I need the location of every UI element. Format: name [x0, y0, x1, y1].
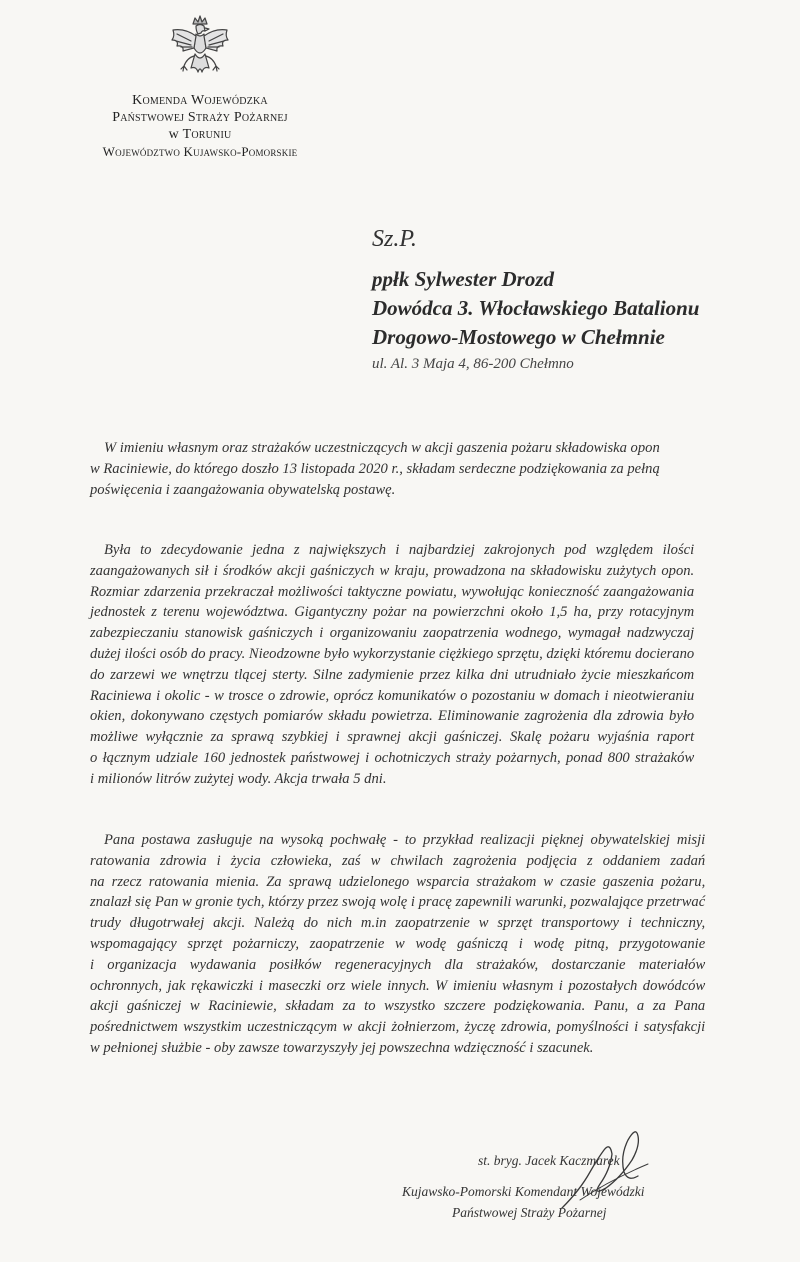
- recipient-unit: Drogowo-Mostowego w Chełmnie: [372, 325, 665, 349]
- paragraph-line: jednostek z terenu województwa. Gigantyczny pożar na powierzchni około 1,5 ha, przy rotacyjnym: [90, 604, 695, 621]
- eagle-emblem-icon: [167, 14, 233, 90]
- recipient-title: Dowódca 3. Włocławskiego Batalionu: [372, 296, 700, 320]
- paragraph-line: W imieniu własnym oraz strażaków uczestniczących w akcji gaszenia pożaru składowiska opon: [104, 440, 660, 456]
- paragraph-line: wspomagający sprzęt pożarniczy, zaopatrzenie w wodę gaśniczą i wodę pitną, przygotowanie: [90, 935, 706, 952]
- paragraph-line: możliwe wyłącznie za sprawą szybkiej i sprawnej akcji gaśniczej. Skalę pożaru wyjaśnia raport: [90, 729, 695, 746]
- paragraph-line: w pełnionej służbie - oby zawsze towarzyszyły jej powszechna wdzięczność i szacunek.: [90, 1039, 594, 1056]
- header-line-3-city: Toruniu: [182, 127, 232, 142]
- paragraph-line: do zarzewi we wnętrzu tlącej sterty. Silne zadymienie przez kilka dni utrudniało życie mieszkańcom: [90, 666, 695, 683]
- signatory-title-1: Kujawsko-Pomorski Komendant Wojewódzki: [402, 1184, 645, 1199]
- paragraph-line: o łącznym udziale 160 jednostek państwowej i ochotniczych straży pożarnych, ponad 800 strażaków: [90, 749, 695, 766]
- recipient-name: ppłk Sylwester Drozd: [372, 267, 555, 291]
- signatory-title-2: Państwowej Straży Pożarnej: [452, 1205, 607, 1220]
- header-line-4: Województwo Kujawsko-Pomorskie: [102, 144, 298, 159]
- institution-header: [60, 92, 340, 160]
- paragraph-line: Rozmiar zdarzenia przekraczał możliwości taktyczne powiatu, wywołując konieczność zaangażowania: [90, 583, 695, 600]
- paragraph-line: okien, dokonywano częstych pomiarów składu powietrza. Eliminowanie zagrożenia dla zdrowia było: [90, 708, 695, 725]
- recipient-block: [372, 226, 782, 373]
- paragraph-2: [90, 540, 694, 790]
- paragraph-line: ratowania zdrowia i życia człowieka, zaś w chwilach zagrożenia podjęcia z oddaniem zadań: [90, 852, 706, 869]
- recipient-address: ul. Al. 3 Maja 4, 86-200 Chełmno: [372, 356, 574, 372]
- header-line-1: Komenda Wojewódzka: [132, 93, 268, 108]
- paragraph-line: Pana postawa zasługuje na wysoką pochwałę - to przykład realizacji pięknej obywatelskiej misji: [104, 832, 706, 848]
- salutation: Sz.P.: [372, 226, 417, 252]
- paragraph-line: znalazł się Pan w gronie tych, którzy przez swoją wolę i pracę zapewnili warunki, pozwalające przetrwać: [90, 894, 706, 911]
- paragraph-line: dużej ilości osób do pracy. Nieodzowne było wykorzystanie ciężkiego sprzętu, dzięki któremu docierano: [90, 645, 695, 662]
- paragraph-3: [90, 830, 705, 1059]
- paragraph-line: i organizacja wydawania posiłków regeneracyjnych dla strażaków, dostarczanie materiałów: [90, 956, 706, 973]
- paragraph-line: ochronnych, jak rękawiczki i maseczki orz wiele innych. W imieniu własnym i pozostałych dowódców: [90, 977, 706, 994]
- header-line-3: [60, 126, 340, 143]
- paragraph-line: pośrednictwem wszystkim uczestniczącym w akcji żołnierzom, życzę zdrowia, pomyślności i satysfakcji: [90, 1019, 706, 1036]
- paragraph-line: poświęcenia i zaangażowania obywatelską postawę.: [90, 481, 396, 498]
- header-line-2: Państwowej Straży Pożarnej: [112, 110, 288, 125]
- paragraph-line: zaangażowanych sił i środków akcji gaśniczych w kraju, prowadzona na składowisku zużytych opon.: [90, 562, 695, 579]
- paragraph-1: [90, 438, 660, 500]
- paragraph-line: akcji gaśniczej w Raciniewie, składam za to wszystko szczere podziękowania. Panu, a za Pana: [90, 998, 706, 1015]
- header-line-3-prefix: w: [168, 127, 179, 142]
- paragraph-line: Była to zdecydowanie jedna z największych i najbardziej zakrojonych pod względem ilości: [104, 542, 695, 558]
- paragraph-line: i milionów litrów zużytej wody. Akcja trwała 5 dni.: [90, 770, 387, 787]
- paragraph-line: w Raciniewie, do którego doszło 13 listopada 2020 r., składam serdeczne podziękowania za pełną: [90, 460, 660, 477]
- signatory-name: st. bryg. Jacek Kaczmarek: [478, 1153, 620, 1168]
- paragraph-line: na rzecz ratowania mienia. Za sprawą udzielonego wsparcia strażakom w czasie gaszenia pożaru,: [90, 873, 706, 890]
- paragraph-line: zabezpieczaniu stanowisk gaśniczych i organizowaniu zaopatrzenia wodnego, wymagał nadzwyczaj: [90, 625, 695, 642]
- paragraph-line: Raciniewa i okolic - w trosce o zdrowie, oprócz komunikatów o pozostaniu w domach i nieotwieraniu: [90, 687, 695, 704]
- paragraph-line: trudy długotrwałej akcji. Należą do nich m.in zaopatrzenie w sprzęt transportowy i techniczny,: [90, 915, 706, 932]
